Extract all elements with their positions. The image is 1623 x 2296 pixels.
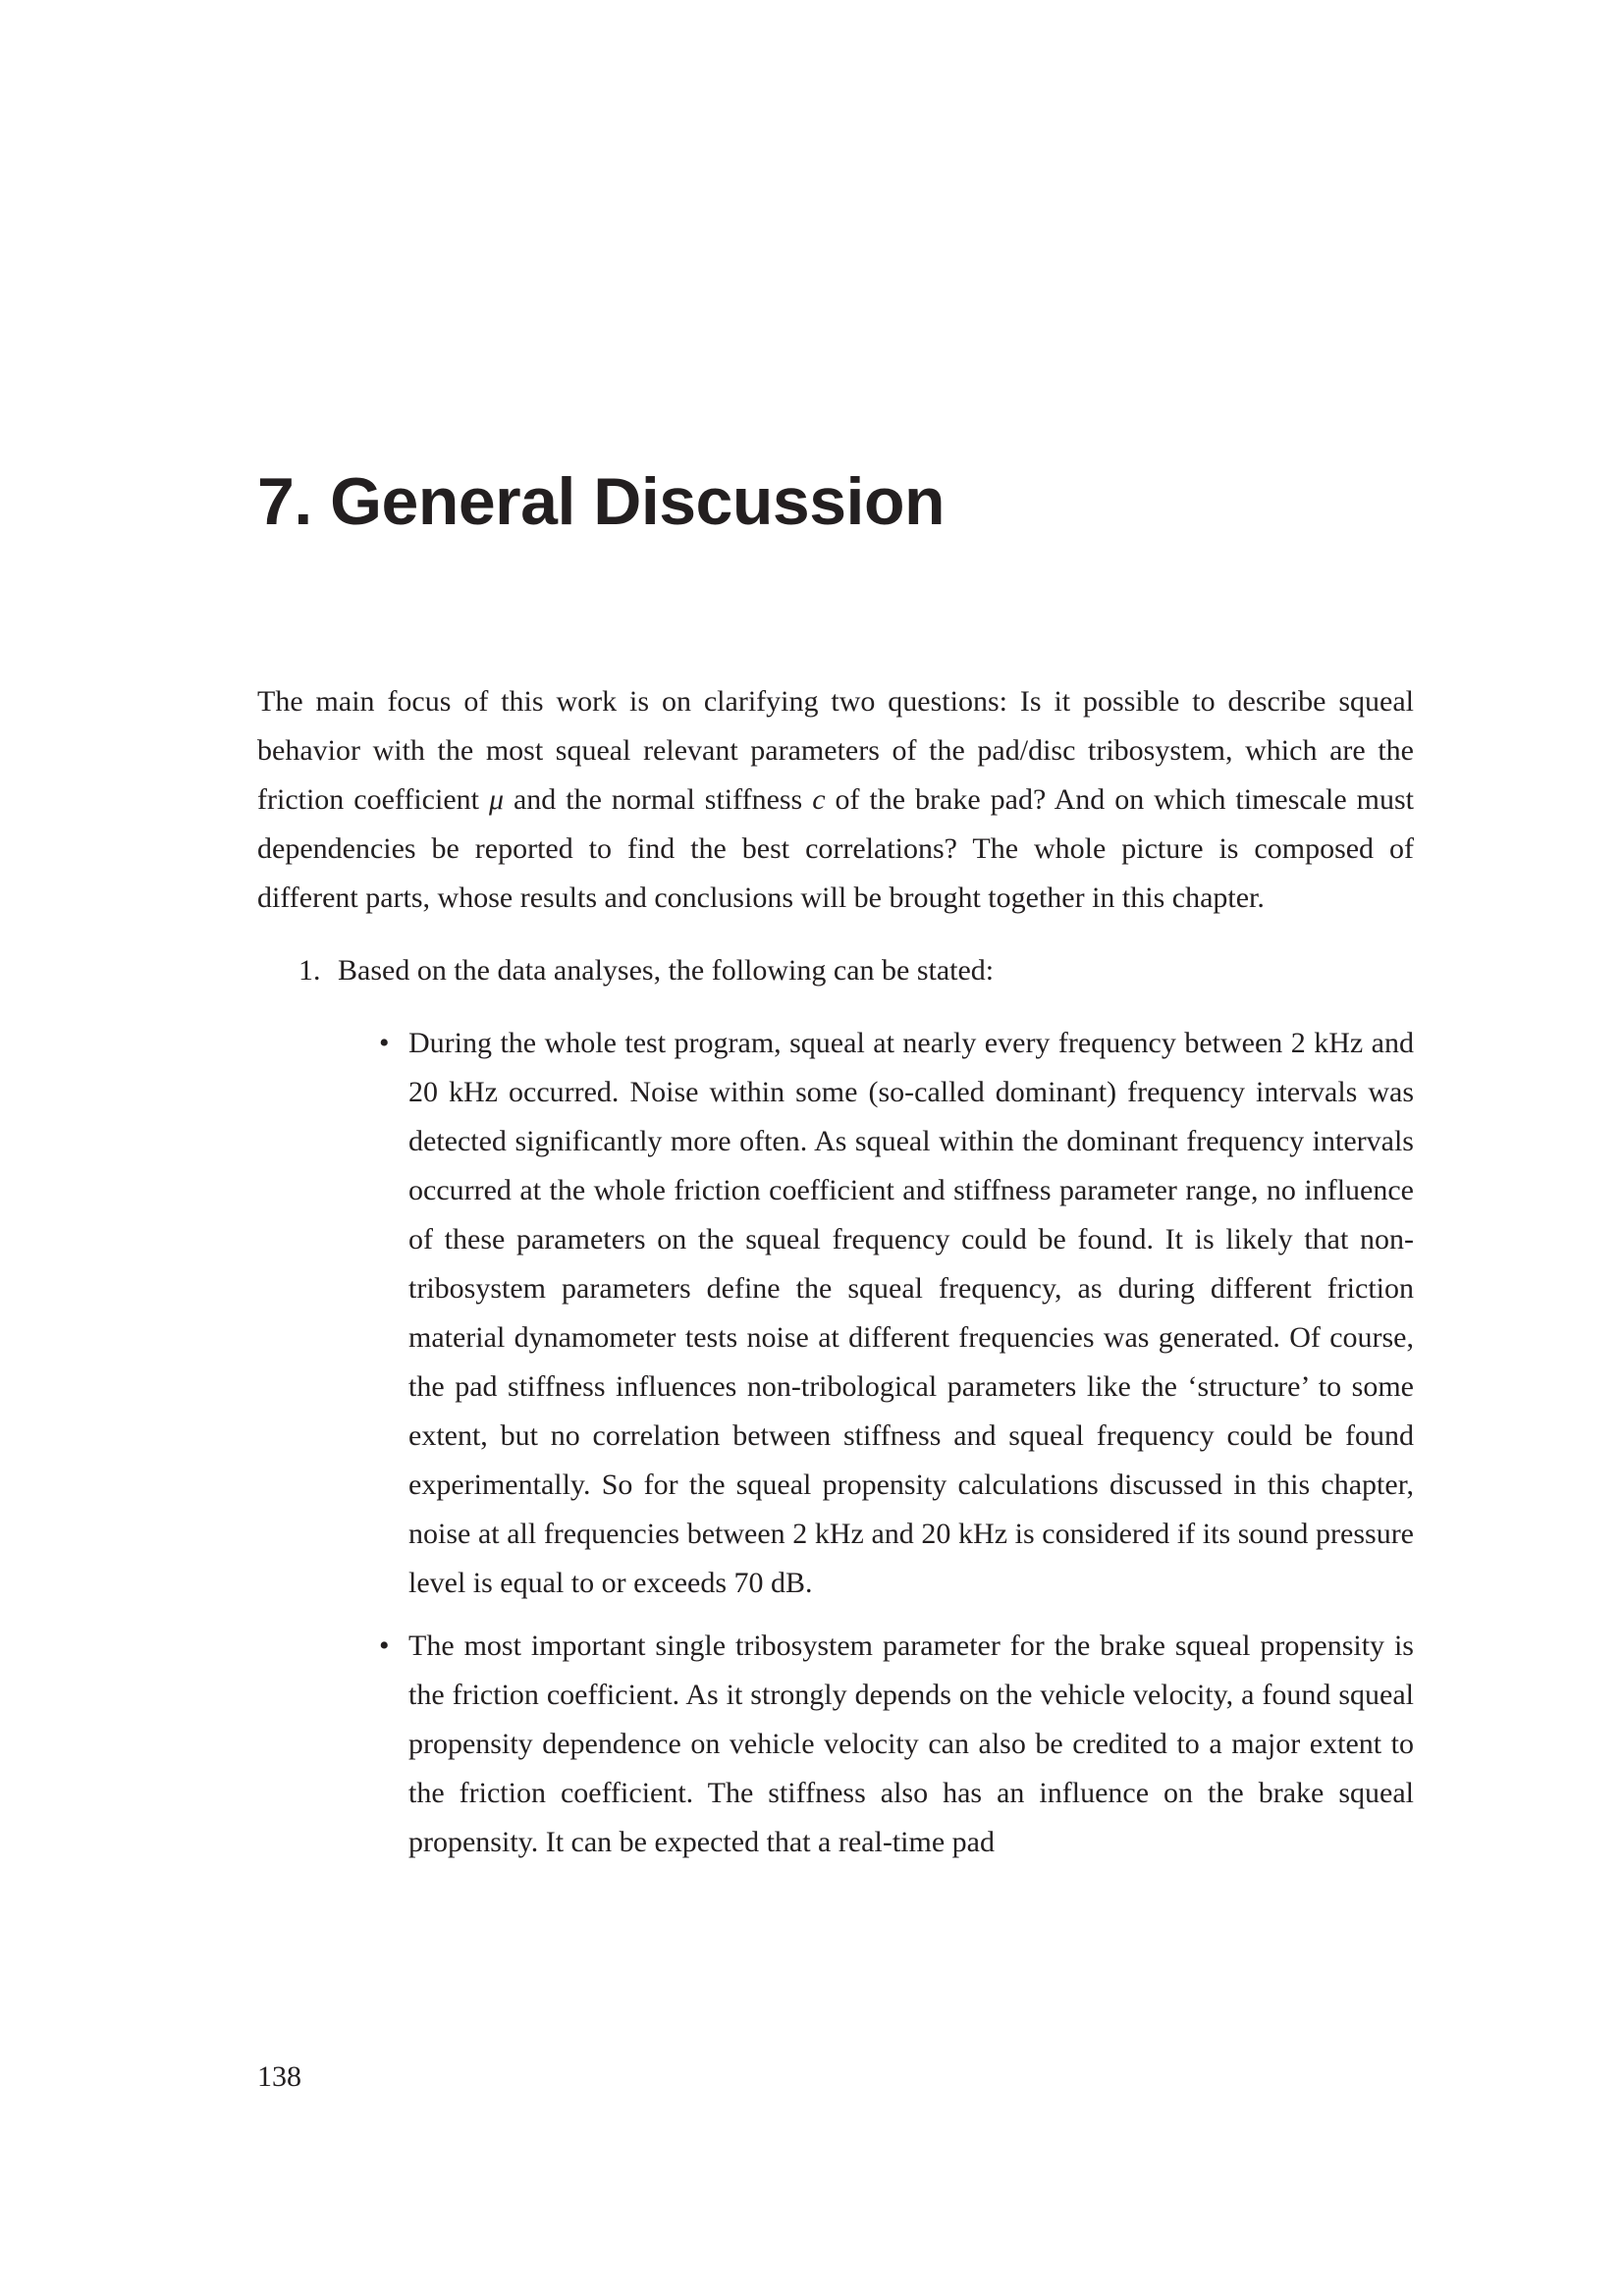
- numbered-list-item: [257, 946, 1414, 1867]
- friction-coefficient-symbol: μ: [488, 783, 504, 816]
- intro-text-part2: and the normal stiffness: [504, 783, 813, 816]
- list-item-number: 1.: [298, 954, 321, 987]
- bullet-list: [338, 1019, 1414, 1867]
- chapter-body: [257, 677, 1414, 1881]
- bullet-item-friction-coefficient: [379, 1622, 1414, 1867]
- list-item-text: Based on the data analyses, the following can be stated:: [338, 954, 995, 987]
- intro-paragraph: [257, 677, 1414, 923]
- bullet-marker: •: [379, 1027, 390, 1059]
- intro-text-part1: The main focus of this work is on clarifying two questions: Is it possible to describe squeal behavior with the most squeal relevant parameters of the pad/disc tribosystem, which are the friction coefficient: [257, 685, 1414, 816]
- intro-text-part3: of the brake pad? And on which timescale must dependencies be reported to find the best correlations? The whole picture is composed of different parts, whose results and conclusions will be brought together in this chapter.: [257, 783, 1415, 914]
- page-number: 138: [257, 2060, 301, 2093]
- bullet-text: The most important single tribosystem parameter for the brake squeal propensity is the friction coefficient. As it strongly depends on the vehicle velocity, a found squeal propensity dependence on vehicle velocity can also be credited to a major extent to the friction coefficient. The stiffness also has an influence on the brake squeal propensity. It can be expected that a real-time pad: [408, 1629, 1414, 1858]
- stiffness-symbol: c: [812, 783, 826, 816]
- bullet-item-squeal-frequency: [379, 1019, 1414, 1608]
- bullet-marker: •: [379, 1629, 390, 1662]
- numbered-list: [257, 946, 1414, 1867]
- chapter-title: 7. General Discussion: [257, 464, 946, 539]
- bullet-text: During the whole test program, squeal at nearly every frequency between 2 kHz and 20 kHz occurred. Noise within some (so-called dominant) frequency intervals was detected significantly more often. As squeal within the dominant frequency intervals occurred at the whole friction coefficient and stiffness parameter range, no influence of these parameters on the squeal frequency could be found. It is likely that non-tribosystem parameters define the squeal frequency, as during different friction material dynamometer tests noise at different frequencies was generated. Of course, the pad stiffness influences non-tribological parameters like the ‘structure’ to some extent, but no correlation between stiffness and squeal frequency could be found experimentally. So for the squeal propensity calculations discussed in this chapter, noise at all frequencies between 2 kHz and 20 kHz is considered if its sound pressure level is equal to or exceeds 70 dB.: [408, 1027, 1414, 1599]
